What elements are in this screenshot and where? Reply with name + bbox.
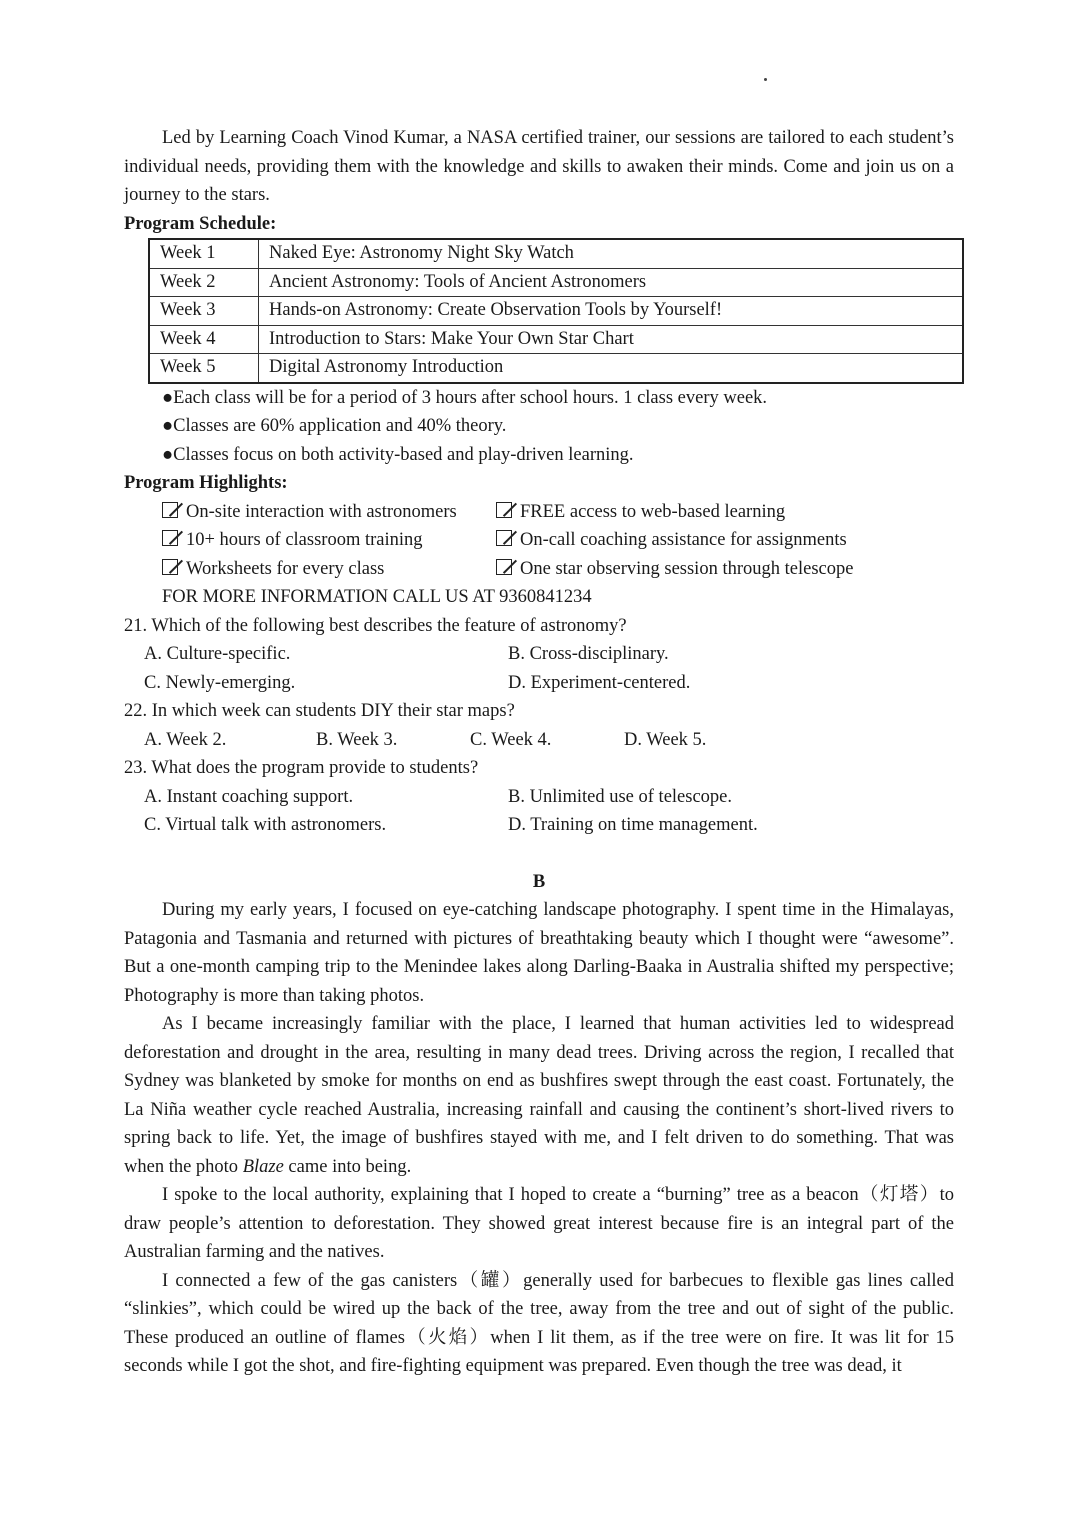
passage-paragraph: During my early years, I focused on eye-catching landscape photography. I spent time in the Himalayas, Patagonia and Tasmania and returned with pictures of breathtaking beauty which I thought were “awesome”. But a one-month camping trip to the Menindee lakes along Darling-Baaka in Australia shifted my perspective; Photography is more than taking photos. xyxy=(124,900,954,1006)
checkbox-icon xyxy=(162,559,178,575)
highlight-item: On-call coaching assistance for assignments xyxy=(496,526,896,555)
passage-paragraph: As I became increasingly familiar with the place, I learned that human activities led to widespread deforestation and drought in the area, resulting in many dead trees. Driving across the region, I recalled that Sydney was blanketed by smoke for months on end as bushfires swept through the east coast. Fortunately, the La Niña weather cycle reached Australia, increasing rainfall and causing the continent’s short-lived rivers to spring back to life. Yet, the image of bushfires stayed with me, and I felt driven to do something. That was when the photo Blaze came into being. xyxy=(124,1014,954,1177)
question-23-options xyxy=(144,783,954,840)
passage-paragraph: I connected a few of the gas canisters（罐）generally used for barbecues to flexible gas lines called “slinkies”, which could be wired up the back of the tree, away from the tree and out of sight of the public. These produced an outline of flames（火焰）when I lit them, as if the tree were on fire. It was lit for 15 seconds while I got the shot, and fire-fighting equipment was prepared. Even though the tree was dead, it xyxy=(124,1270,954,1376)
topic-cell: Hands-on Astronomy: Create Observation Tools by Yourself! xyxy=(259,297,964,326)
section-label: B xyxy=(532,871,546,892)
table-row xyxy=(149,268,963,297)
question-21-options xyxy=(144,640,954,697)
week-cell: Week 2 xyxy=(149,268,259,297)
intro-paragraph: Led by Learning Coach Vinod Kumar, a NASA certified trainer, our sessions are tailored to each student’s individual needs, providing them with the knowledge and skills to awaken their minds. Come and join us on a journey to the stars. xyxy=(124,128,954,205)
table-row xyxy=(149,239,963,268)
option: D. Week 5. xyxy=(624,729,707,750)
option: B. Cross-disciplinary. xyxy=(508,644,669,664)
highlights-heading: Program Highlights: xyxy=(124,473,288,493)
topic-cell: Introduction to Stars: Make Your Own Star Chart xyxy=(259,325,964,354)
option: B. Unlimited use of telescope. xyxy=(508,786,733,807)
scan-dot xyxy=(764,78,767,81)
table-row xyxy=(149,354,963,383)
question-21: 21. Which of the following best describes the feature of astronomy? xyxy=(124,615,627,636)
week-cell: Week 5 xyxy=(149,354,259,383)
highlight-item: One star observing session through telescope xyxy=(496,555,896,584)
topic-cell: Ancient Astronomy: Tools of Ancient Astronomers xyxy=(259,268,964,297)
checkbox-icon xyxy=(496,502,512,518)
highlight-item: On-site interaction with astronomers xyxy=(162,498,496,527)
checkbox-icon xyxy=(496,530,512,546)
question-23: 23. What does the program provide to students? xyxy=(124,758,479,778)
highlight-item: FREE access to web-based learning xyxy=(496,498,896,527)
week-cell: Week 1 xyxy=(149,239,259,268)
table-row xyxy=(149,297,963,326)
option: D. Experiment-centered. xyxy=(508,672,691,693)
option: D. Training on time management. xyxy=(508,815,758,835)
highlights-grid xyxy=(162,498,954,584)
question-22-options xyxy=(144,726,954,755)
document-page xyxy=(124,124,954,1381)
option: A. Culture-specific. xyxy=(144,644,291,664)
checkbox-icon xyxy=(496,559,512,575)
highlight-item: Worksheets for every class xyxy=(162,555,496,584)
question-22: 22. In which week can students DIY their star maps? xyxy=(124,701,515,721)
schedule-table xyxy=(148,238,964,384)
checkbox-icon xyxy=(162,502,178,518)
contact-line: FOR MORE INFORMATION CALL US AT 9360841234 xyxy=(162,587,592,607)
option: B. Week 3. xyxy=(316,729,398,750)
topic-cell: Naked Eye: Astronomy Night Sky Watch xyxy=(259,239,964,268)
bullet-item: ●Classes focus on both activity-based and play-driven learning. xyxy=(162,444,634,465)
table-row xyxy=(149,325,963,354)
highlight-item: 10+ hours of classroom training xyxy=(162,526,496,555)
schedule-bullets xyxy=(162,384,954,470)
option: A. Week 2. xyxy=(144,729,227,750)
passage-paragraph: I spoke to the local authority, explaining that I hoped to create a “burning” tree as a beacon（灯塔）to draw people’s attention to deforestation. They showed great interest because fire is an integral part of the Australian farming and the natives. xyxy=(124,1185,954,1262)
bullet-item: ●Each class will be for a period of 3 hours after school hours. 1 class every week. xyxy=(162,387,768,408)
topic-cell: Digital Astronomy Introduction xyxy=(259,354,964,383)
photo-title: Blaze xyxy=(242,1156,284,1177)
week-cell: Week 3 xyxy=(149,297,259,326)
option: A. Instant coaching support. xyxy=(144,786,354,807)
option: C. Week 4. xyxy=(470,729,552,750)
option: C. Newly-emerging. xyxy=(144,672,296,693)
week-cell: Week 4 xyxy=(149,325,259,354)
checkbox-icon xyxy=(162,530,178,546)
schedule-heading: Program Schedule: xyxy=(124,213,277,234)
bullet-item: ●Classes are 60% application and 40% theory. xyxy=(162,416,507,436)
option: C. Virtual talk with astronomers. xyxy=(144,815,387,835)
